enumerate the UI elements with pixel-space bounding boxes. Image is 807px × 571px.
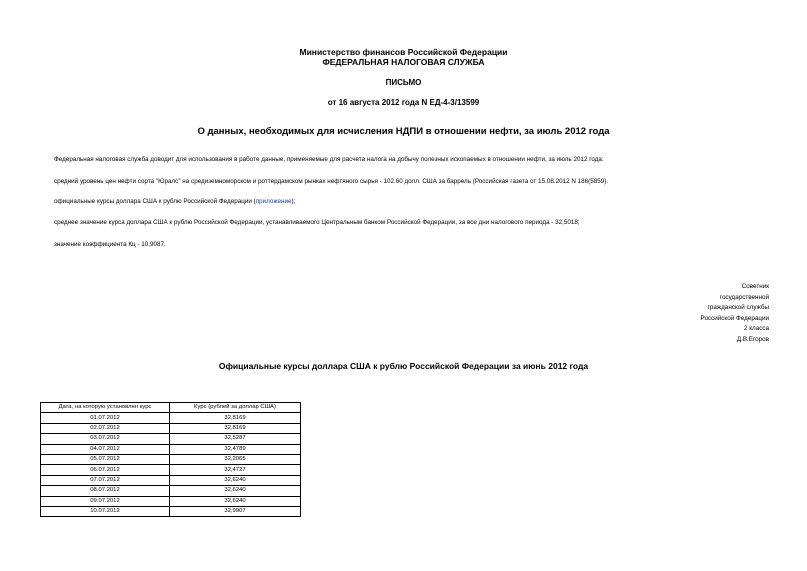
column-header-rate: Курс (рублей за доллар США)	[170, 403, 301, 413]
signature-line: 2 класса	[743, 325, 769, 332]
document-number: от 16 августа 2012 года N ЕД-4-3/13599	[327, 98, 480, 107]
rate-cell: 32,6240	[170, 475, 301, 485]
date-cell: 02.07.2012	[41, 423, 170, 433]
signature-line: Советник	[741, 283, 769, 290]
table-row	[41, 506, 301, 516]
intro-paragraph: Федеральная налоговая служба доводит для использования в работе данные, применяемые для расчета налога на добычу полезных ископаемых в отношении нефти, за июль 2012 года:	[54, 156, 604, 163]
appendix-link[interactable]: приложение	[255, 198, 292, 205]
rate-cell: 32,5287	[170, 434, 301, 444]
rate-cell: 32,2065	[170, 454, 301, 464]
date-cell: 03.07.2012	[41, 434, 170, 444]
rates-paragraph	[54, 198, 295, 205]
document-type: ПИСЬМО	[385, 78, 422, 87]
table-row	[41, 444, 301, 454]
table-row	[41, 475, 301, 485]
rate-cell: 32,4727	[170, 465, 301, 475]
date-cell: 01.07.2012	[41, 413, 170, 423]
table-row	[41, 486, 301, 496]
date-cell: 09.07.2012	[41, 496, 170, 506]
date-cell: 04.07.2012	[41, 444, 170, 454]
ministry-name: Министерство финансов Российской Федерации	[299, 47, 508, 57]
average-rate-paragraph: среднее значение курса доллара США к рублю Российской Федерации, устанавливаемого Центральным банком Российской Федерации, за все дни налогового периода - 32,5018;	[54, 219, 580, 226]
signature-name: Д.В.Егоров	[736, 335, 769, 343]
document-subject: О данных, необходимых для исчисления НДПИ в отношении нефти, за июль 2012 года	[197, 126, 610, 137]
column-header-date: Дата, на которую установлен курс	[41, 403, 170, 413]
rates-table	[40, 402, 301, 517]
table-row	[41, 423, 301, 433]
signature-line: государственной	[719, 293, 769, 301]
table-row	[41, 413, 301, 423]
table-row	[41, 454, 301, 464]
rate-cell: 32,9907	[170, 506, 301, 516]
signature-line: гражданской службы	[707, 304, 769, 311]
table-row	[41, 496, 301, 506]
date-cell: 06.07.2012	[41, 465, 170, 475]
table-row	[41, 434, 301, 444]
rate-cell: 32,6240	[170, 496, 301, 506]
rates-suffix: );	[291, 198, 296, 205]
signature-block	[701, 282, 769, 345]
date-cell: 07.07.2012	[41, 475, 170, 485]
coefficient-paragraph: значение коэффициента Кц - 10,9087.	[54, 241, 166, 248]
rate-cell: 32,8169	[170, 423, 301, 433]
table-row	[41, 465, 301, 475]
service-name: ФЕДЕРАЛЬНАЯ НАЛОГОВАЯ СЛУЖБА	[322, 57, 485, 67]
date-cell: 08.07.2012	[41, 486, 170, 496]
oil-price-paragraph: средний уровень цен нефти сорта "Юралс" на средиземноморском и роттердамском рынках нефтяного сырья - 102.60 долл. США за баррель (Российская газета от 15.08.2012 N 186(5859).	[54, 178, 609, 185]
date-cell: 10.07.2012	[41, 506, 170, 516]
rates-prefix: официальные курсы доллара США к рублю Российской Федерации (	[54, 198, 256, 205]
table-header-row	[41, 403, 301, 413]
rate-cell: 32,4789	[170, 444, 301, 454]
date-cell: 05.07.2012	[41, 454, 170, 464]
rate-cell: 32,6240	[170, 486, 301, 496]
rate-cell: 32,8169	[170, 413, 301, 423]
appendix-title: Официальные курсы доллара США к рублю Российской Федерации за июнь 2012 года	[218, 361, 589, 371]
signature-line: Российской Федерации	[700, 314, 769, 322]
